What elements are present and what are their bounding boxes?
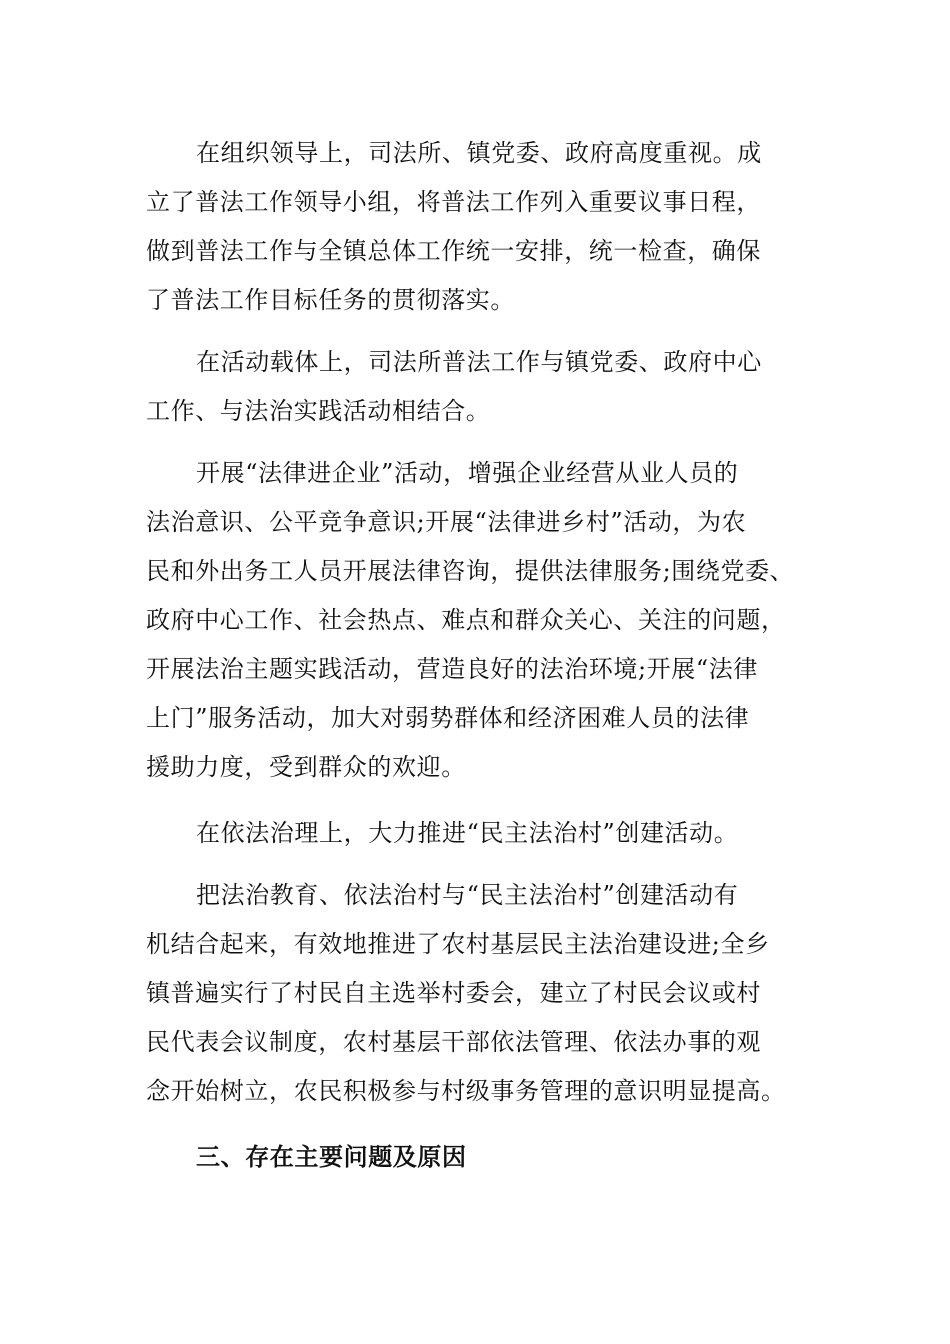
paragraph-1-line-3: 做到普法工作与全镇总体工作统一安排，统一检查，确保 bbox=[146, 237, 761, 265]
paragraph-3-line-6: 上门”服务活动，加大对弱势群体和经济困难人员的法律 bbox=[146, 704, 750, 732]
paragraph-1-line-1: 在组织领导上，司法所、镇党委、政府高度重视。成 bbox=[196, 139, 762, 167]
paragraph-2-line-2: 工作、与法治实践活动相结合。 bbox=[146, 397, 491, 425]
paragraph-3-line-5: 开展法治主题实践活动，营造良好的法治环境;开展“法律 bbox=[146, 655, 758, 683]
paragraph-3-line-1: 开展“法律进企业”活动，增强企业经营从业人员的 bbox=[196, 459, 739, 487]
paragraph-3-line-2: 法治意识、公平竞争意识;开展“法律进乡村”活动，为农 bbox=[146, 508, 747, 536]
paragraph-5-line-4: 民代表会议制度，农村基层干部依法管理、依法办事的观 bbox=[146, 1028, 761, 1056]
paragraph-2-line-1: 在活动载体上，司法所普法工作与镇党委、政府中心 bbox=[196, 348, 762, 376]
paragraph-3-line-3: 民和外出务工人员开展法律咨询，提供法律服务;围绕党委、 bbox=[146, 557, 795, 585]
paragraph-5-line-3: 镇普遍实行了村民自主选举村委会，建立了村民会议或村 bbox=[146, 979, 761, 1007]
section-heading: 三、存在主要问题及原因 bbox=[196, 1142, 467, 1171]
paragraph-5-line-1: 把法治教育、依法治村与“民主法治村”创建活动有 bbox=[196, 881, 739, 909]
paragraph-1-line-2: 立了普法工作领导小组，将普法工作列入重要议事日程， bbox=[146, 188, 761, 216]
paragraph-5-line-2: 机结合起来，有效地推进了农村基层民主法治建设进;全乡 bbox=[146, 930, 770, 958]
paragraph-3-line-7: 援助力度，受到群众的欢迎。 bbox=[146, 753, 466, 781]
paragraph-3-line-4: 政府中心工作、社会热点、难点和群众关心、关注的问题， bbox=[146, 606, 786, 634]
paragraph-1-line-4: 了普法工作目标任务的贯彻落实。 bbox=[146, 286, 515, 314]
paragraph-5-line-5: 念开始树立，农民积极参与村级事务管理的意识明显提高。 bbox=[146, 1077, 786, 1105]
paragraph-4-line-1: 在依法治理上，大力推进“民主法治村”创建活动。 bbox=[196, 819, 739, 847]
